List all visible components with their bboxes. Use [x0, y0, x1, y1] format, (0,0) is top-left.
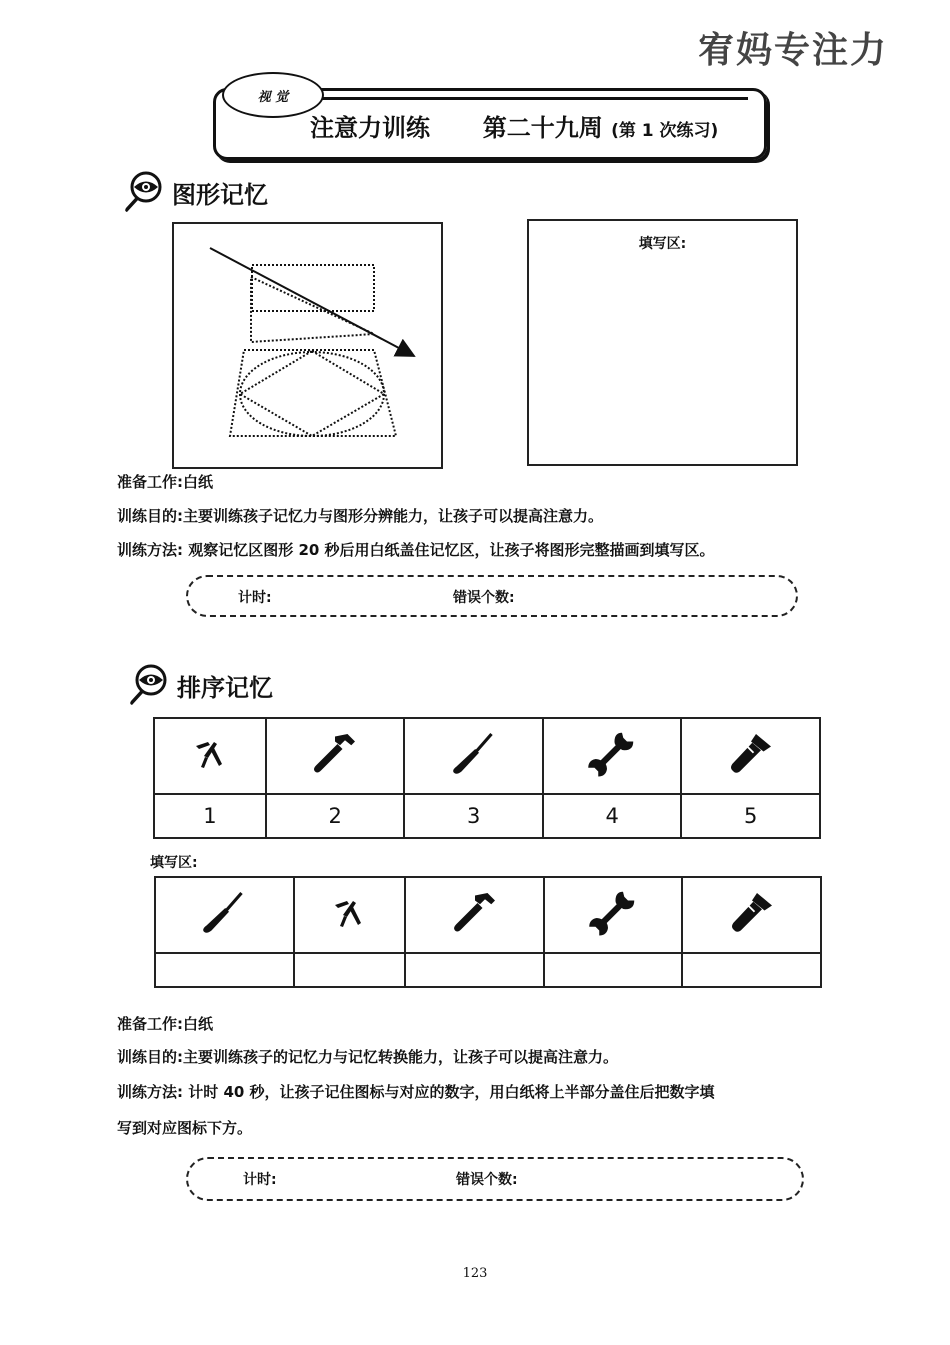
- dotted-trapezoid: [230, 350, 396, 436]
- page-title: [310, 108, 718, 143]
- wrench-icon: [587, 729, 637, 779]
- answer-icon-cell-2: [294, 877, 406, 953]
- answer-icon-cell-5: [682, 877, 821, 953]
- answer-input-cell[interactable]: [155, 953, 294, 987]
- screwdriver-icon: [449, 729, 499, 779]
- prep-text-2: 准备工作:白纸: [117, 1015, 213, 1033]
- memory-figure: [174, 224, 441, 467]
- banner-rule: [318, 97, 748, 100]
- goal-text-2: 训练目的:主要训练孩子的记忆力与记忆转换能力，让孩子可以提高注意力。: [117, 1048, 619, 1066]
- fill-area-label: 填写区:: [638, 236, 687, 252]
- ref-cell-2: [266, 718, 405, 794]
- section-title-text: 排序记忆: [177, 673, 273, 702]
- fill-area[interactable]: [527, 219, 798, 466]
- answer-input-cell[interactable]: [544, 953, 683, 987]
- reference-table: [153, 717, 821, 839]
- hammer-icon: [450, 888, 500, 938]
- answer-input-cell[interactable]: [682, 953, 821, 987]
- wrench-icon: [588, 888, 638, 938]
- section-title-text: 图形记忆: [172, 180, 268, 209]
- errors-label-2: 错误个数:: [456, 1172, 518, 1188]
- dotted-ellipse: [240, 352, 384, 436]
- magnifier-eye-icon: [127, 663, 171, 707]
- title-week: 第二十九周: [482, 114, 603, 142]
- flashlight-icon: [726, 729, 776, 779]
- method-text-2-line2: 写到对应图标下方。: [117, 1119, 253, 1137]
- score-box-2: [186, 1157, 804, 1201]
- method-text-2-line1: 训练方法: 计时 40 秒，让孩子记住图标与对应的数字，用白纸将上半部分盖住后把数字填: [117, 1083, 715, 1101]
- timer-label-1: 计时:: [238, 590, 272, 606]
- prep-text-1: 准备工作:白纸: [117, 473, 213, 491]
- dotted-rectangle-top: [252, 265, 374, 311]
- answer-input-cell[interactable]: [405, 953, 544, 987]
- ref-cell-4: [543, 718, 682, 794]
- screwdriver-icon: [199, 888, 249, 938]
- ref-number: 4: [543, 794, 682, 838]
- answer-input-cell[interactable]: [294, 953, 406, 987]
- ref-cell-5: [681, 718, 820, 794]
- ref-number: 1: [154, 794, 266, 838]
- title-main: 注意力训练: [310, 114, 430, 142]
- method-text-1: 训练方法: 观察记忆区图形 20 秒后用白纸盖住记忆区，让孩子将图形完整描画到填写区。: [117, 541, 715, 559]
- page-number: 123: [462, 1266, 488, 1281]
- answer-icon-cell-4: [544, 877, 683, 953]
- goal-text-1: 训练目的:主要训练孩子记忆力与图形分辨能力，让孩子可以提高注意力。: [117, 507, 604, 525]
- fill-area-label-2: 填写区:: [150, 855, 198, 871]
- timer-label-2: 计时:: [243, 1172, 277, 1188]
- section-figure-memory-title: [122, 170, 268, 214]
- pliers-icon: [190, 734, 230, 774]
- ref-cell-3: [404, 718, 543, 794]
- answer-table: [154, 876, 822, 988]
- magnifier-eye-icon: [122, 170, 166, 214]
- flashlight-icon: [727, 888, 777, 938]
- answer-icon-cell-1: [155, 877, 294, 953]
- section-order-memory-title: [127, 663, 273, 707]
- title-session: (第 1 次练习): [611, 121, 719, 141]
- dotted-triangle-wedge: [251, 277, 374, 342]
- answer-icon-cell-3: [405, 877, 544, 953]
- memory-area: [172, 222, 443, 469]
- pliers-icon: [329, 893, 369, 933]
- errors-label-1: 错误个数:: [453, 590, 515, 606]
- hammer-icon: [310, 729, 360, 779]
- ref-cell-1: [154, 718, 266, 794]
- ref-number: 2: [266, 794, 405, 838]
- ref-number: 3: [404, 794, 543, 838]
- score-box-1: [186, 575, 798, 617]
- watermark: 宥妈专注力: [697, 30, 888, 71]
- visual-tag: 视 觉: [222, 72, 324, 118]
- ref-number: 5: [681, 794, 820, 838]
